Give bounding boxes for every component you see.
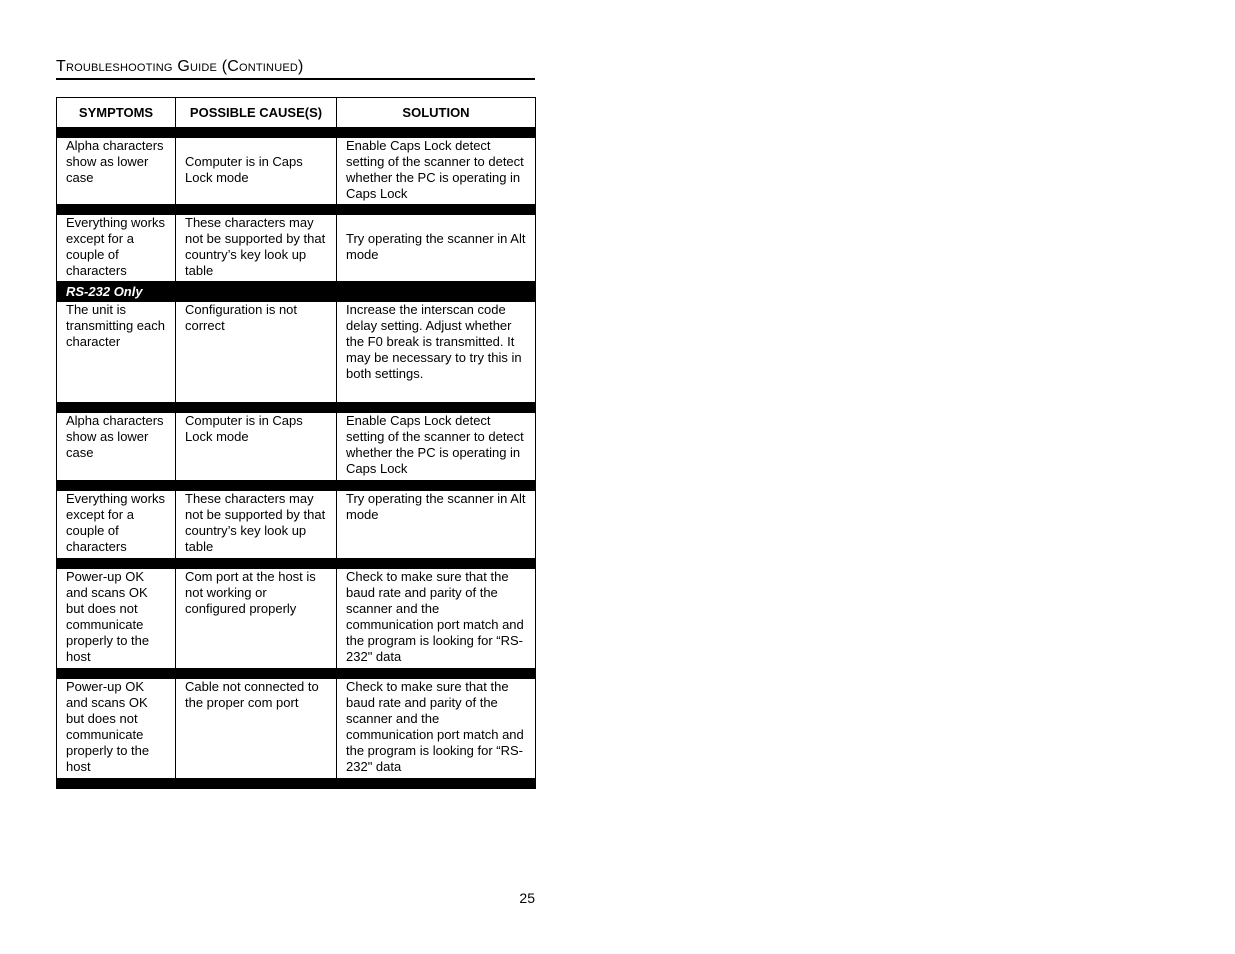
solution-cell: Check to make sure that the baud rate and parity of the scanner and the communication port match and the program is looking for “RS-232" data	[337, 569, 536, 669]
table-header-row	[57, 98, 536, 128]
row-separator	[57, 481, 536, 491]
table-row	[57, 491, 536, 559]
header-solution: SOLUTION	[337, 98, 536, 128]
symptom-cell: Everything works except for a couple of characters	[57, 215, 176, 282]
solution-cell: Enable Caps Lock detect setting of the scanner to detect whether the PC is operating in Caps Lock	[337, 138, 536, 205]
symptom-cell: Alpha characters show as lower case	[57, 138, 176, 205]
cause-cell: These characters may not be supported by that country’s key look up table	[176, 215, 337, 282]
header-possible-causes: POSSIBLE CAUSE(S)	[176, 98, 337, 128]
table-row	[57, 569, 536, 669]
symptom-cell: Alpha characters show as lower case	[57, 413, 176, 481]
solution-cell: Increase the interscan code delay setting. Adjust whether the F0 break is transmitted. It may be necessary to try this in both settings.	[337, 302, 536, 403]
solution-cell: Try operating the scanner in Alt mode	[337, 491, 536, 559]
symptom-cell: The unit is transmitting each character	[57, 302, 176, 403]
table-row	[57, 413, 536, 481]
cause-cell: These characters may not be supported by that country’s key look up table	[176, 491, 337, 559]
page-number: 25	[519, 890, 535, 906]
table-row	[57, 679, 536, 779]
table-row	[57, 302, 536, 403]
cause-cell: Computer is in Caps Lock mode	[176, 138, 337, 205]
row-separator	[57, 128, 536, 138]
cause-cell: Configuration is not correct	[176, 302, 337, 403]
section-header-row	[57, 282, 536, 302]
symptom-cell: Everything works except for a couple of characters	[57, 491, 176, 559]
row-separator	[57, 205, 536, 215]
cause-cell: Com port at the host is not working or configured properly	[176, 569, 337, 669]
section-label: RS-232 Only	[57, 282, 536, 302]
solution-cell: Enable Caps Lock detect setting of the scanner to detect whether the PC is operating in Caps Lock	[337, 413, 536, 481]
row-separator	[57, 559, 536, 569]
header-symptoms: SYMPTOMS	[57, 98, 176, 128]
row-separator	[57, 779, 536, 789]
troubleshooting-table	[56, 97, 536, 789]
table-row	[57, 215, 536, 282]
symptom-cell: Power-up OK and scans OK but does not communicate properly to the host	[57, 569, 176, 669]
symptom-cell: Power-up OK and scans OK but does not communicate properly to the host	[57, 679, 176, 779]
cause-cell: Computer is in Caps Lock mode	[176, 413, 337, 481]
page-title: Troubleshooting Guide (Continued)	[56, 56, 535, 80]
cause-cell: Cable not connected to the proper com port	[176, 679, 337, 779]
solution-cell: Check to make sure that the baud rate and parity of the scanner and the communication port match and the program is looking for “RS-232" data	[337, 679, 536, 779]
row-separator	[57, 669, 536, 679]
table-row	[57, 138, 536, 205]
solution-cell: Try operating the scanner in Alt mode	[337, 215, 536, 282]
row-separator	[57, 403, 536, 413]
